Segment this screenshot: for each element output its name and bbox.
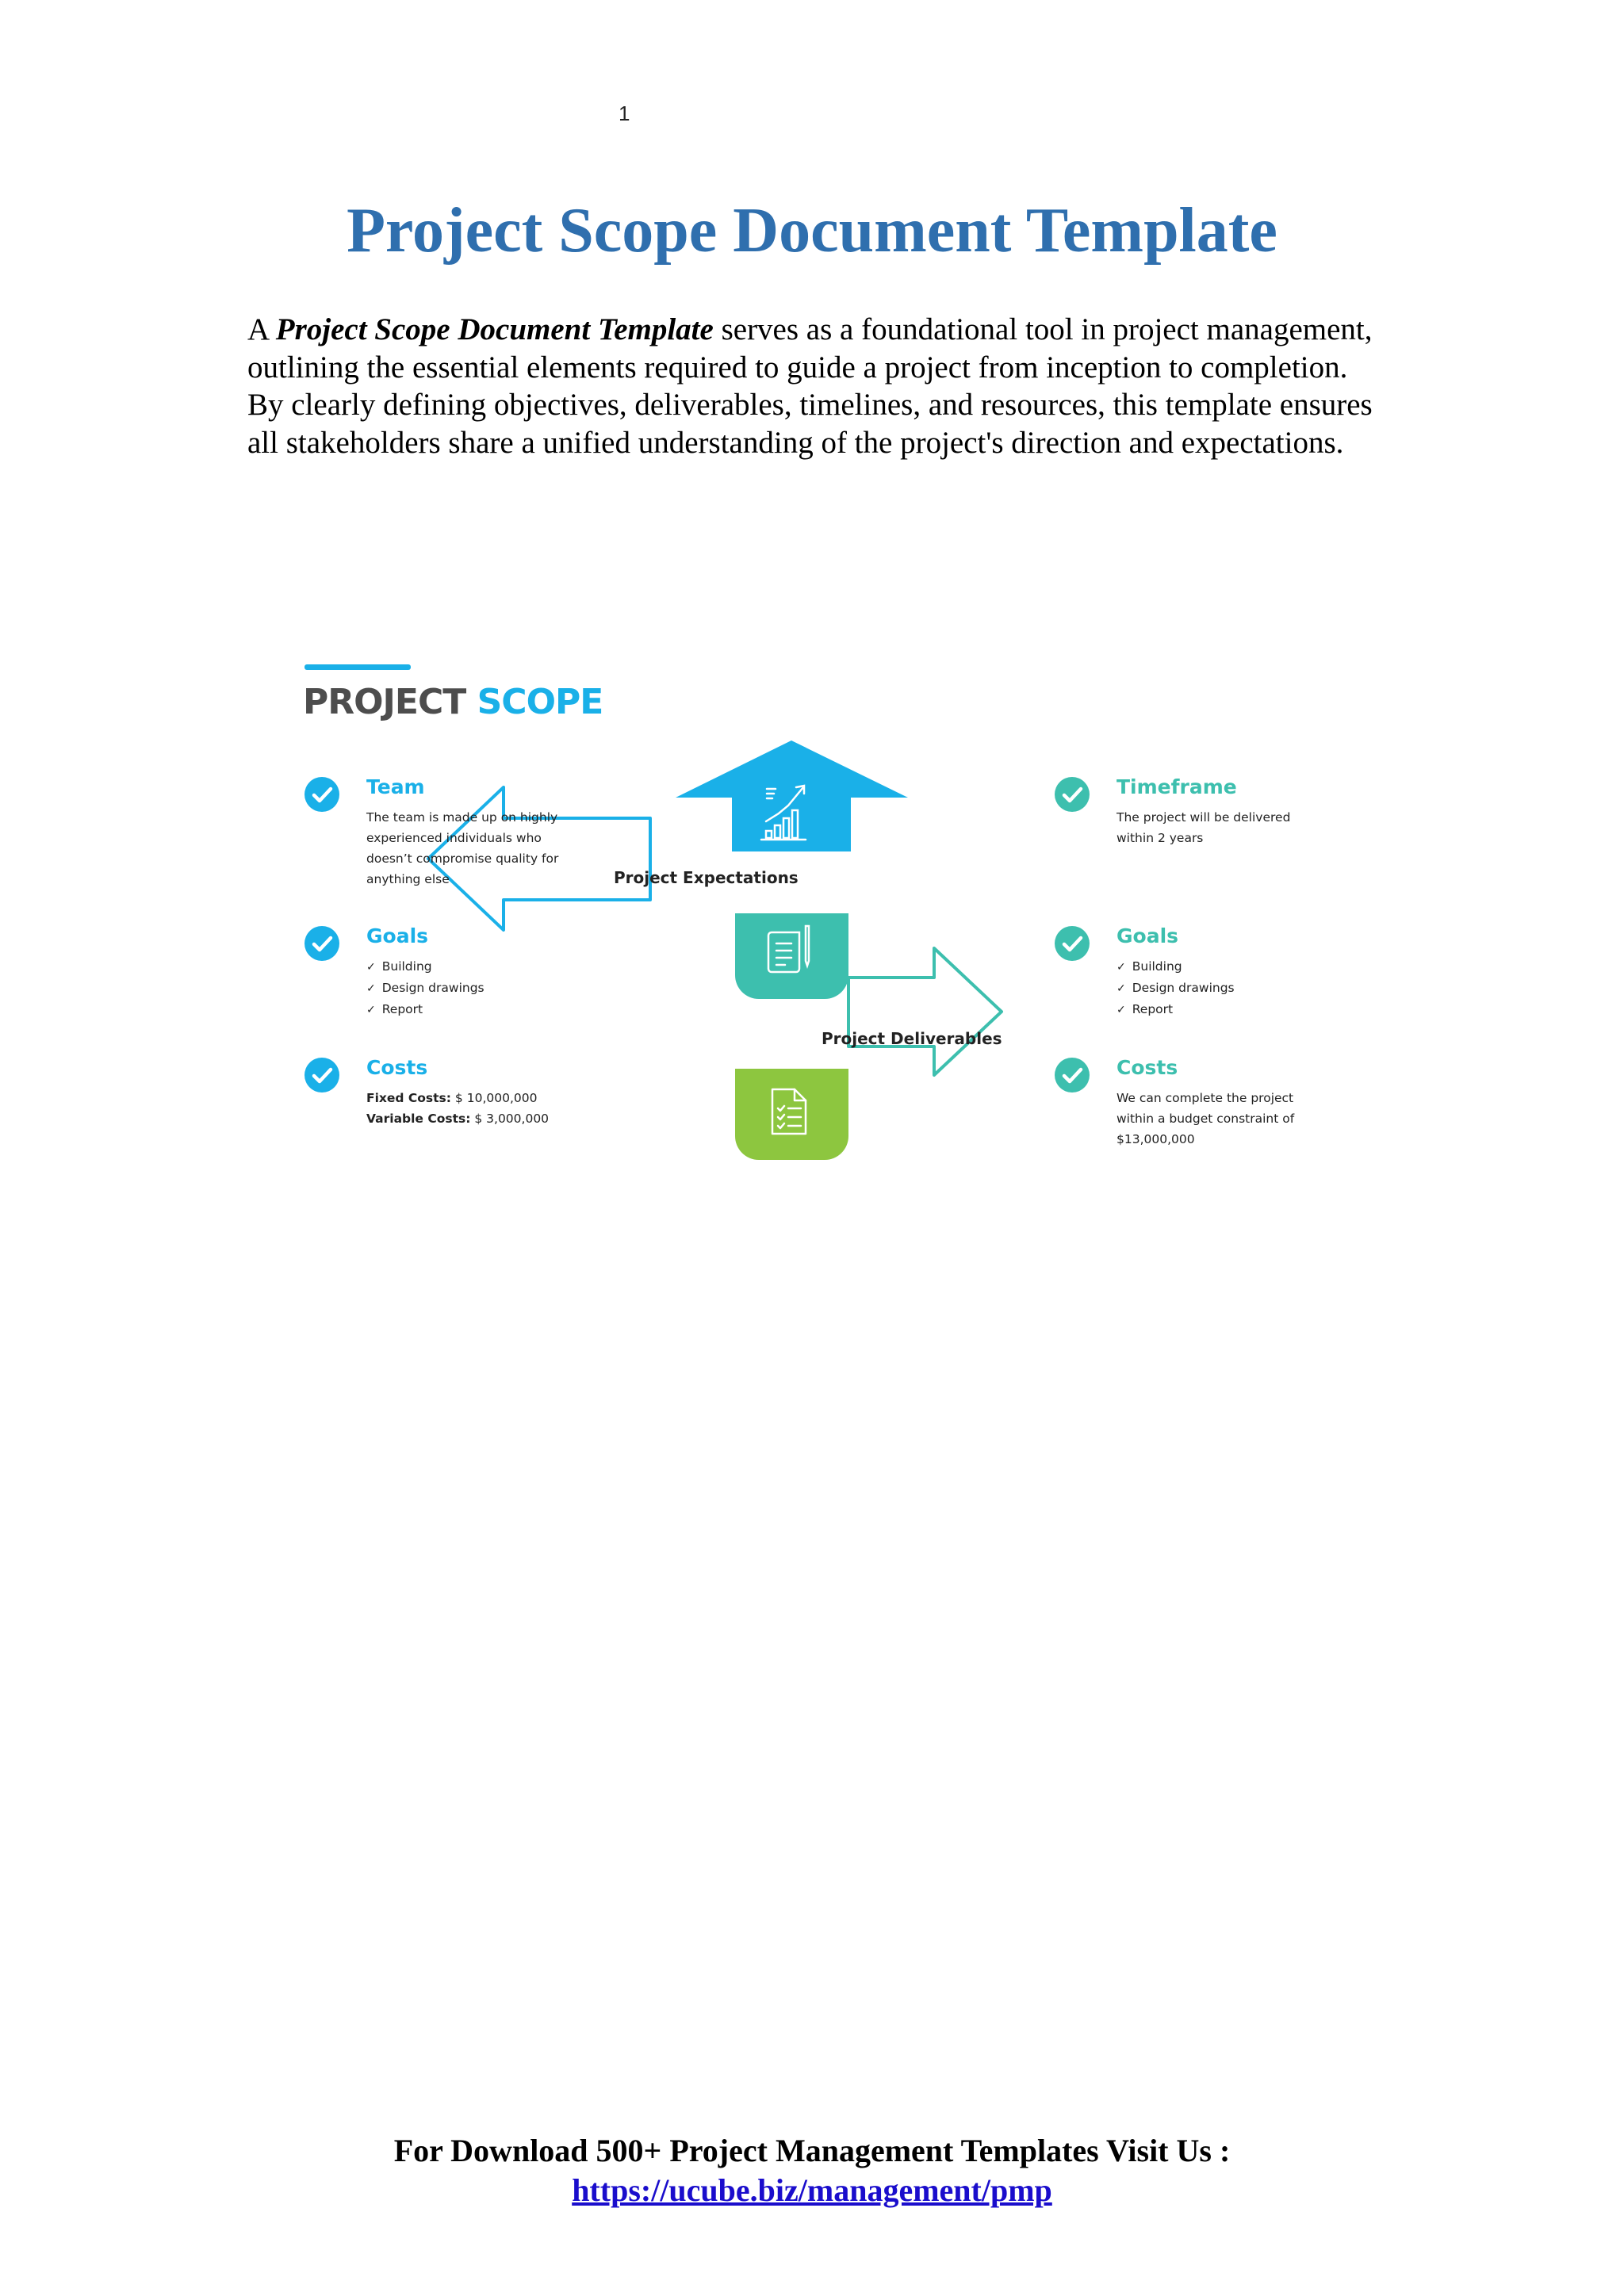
expectations-label: Project Expectations: [614, 868, 799, 887]
team-body: The team is made up on highly experienced individuals who doesn’t compromise quality for anything else: [366, 810, 559, 886]
variable-costs-value: $ 3,000,000: [470, 1112, 550, 1126]
project-scope-infographic: [293, 658, 1324, 1197]
check-circle-icon: [304, 1058, 339, 1093]
right-goal-item: ✓ Report: [1116, 999, 1331, 1020]
left-goals-list: [366, 956, 580, 1020]
notepad-block: [735, 913, 848, 999]
page-number: 1: [619, 101, 630, 125]
fixed-costs-value: $ 10,000,000: [451, 1091, 538, 1105]
heading-part-1: PROJECT: [303, 682, 477, 722]
intro-emphasis: Project Scope Document Template: [275, 312, 714, 346]
left-goals-title: Goals: [366, 924, 429, 947]
check-circle-icon: [304, 926, 339, 961]
deliverables-arrow: [848, 948, 1002, 1075]
right-goal-item: ✓ Design drawings: [1116, 978, 1331, 999]
right-costs-title: Costs: [1116, 1056, 1178, 1079]
intro-rest: serves as a foundational tool in project management, outlining the essential elements required to guide a project from inception to completion. By clearly defining objectives, deliverables, timelines, and resources, this template ensures all stakeholders share a unified understanding of the project's direction and expectations.: [247, 312, 1373, 460]
fixed-costs-line: [366, 1088, 580, 1108]
timeframe-body: The project will be delivered within 2 years: [1116, 810, 1291, 845]
heading-part-2: SCOPE: [477, 682, 603, 722]
deliverables-label: Project Deliverables: [822, 1029, 1002, 1048]
left-costs-body: [366, 1088, 580, 1129]
left-goal-item: ✓ Building: [366, 956, 580, 978]
checklist-block: [735, 1069, 848, 1160]
intro-lead: A: [247, 312, 276, 346]
fixed-costs-label: Fixed Costs:: [366, 1091, 451, 1105]
right-goal-item: ✓ Building: [1116, 956, 1331, 978]
page-title: Project Scope Document Template: [347, 196, 1277, 266]
check-circle-icon: [1055, 926, 1090, 961]
left-goal-item: ✓ Report: [366, 999, 580, 1020]
left-costs-title: Costs: [366, 1056, 428, 1079]
intro-paragraph: [247, 311, 1389, 461]
left-goal-item: ✓ Design drawings: [366, 978, 580, 999]
footer-link[interactable]: https://ucube.biz/management/pmp: [572, 2172, 1052, 2208]
footer: [0, 2131, 1624, 2210]
right-goals-title: Goals: [1116, 924, 1179, 947]
right-goals-list: [1116, 956, 1331, 1020]
variable-costs-line: [366, 1108, 580, 1129]
check-circle-icon: [304, 777, 339, 812]
variable-costs-label: Variable Costs:: [366, 1112, 471, 1126]
footer-text: For Download 500+ Project Management Templates Visit Us :: [393, 2133, 1231, 2168]
check-circle-icon: [1055, 777, 1090, 812]
right-costs-body: We can complete the project within a budget constraint of $13,000,000: [1116, 1091, 1295, 1146]
team-title: Team: [366, 775, 425, 798]
timeframe-title: Timeframe: [1116, 775, 1237, 798]
check-circle-icon: [1055, 1058, 1090, 1093]
